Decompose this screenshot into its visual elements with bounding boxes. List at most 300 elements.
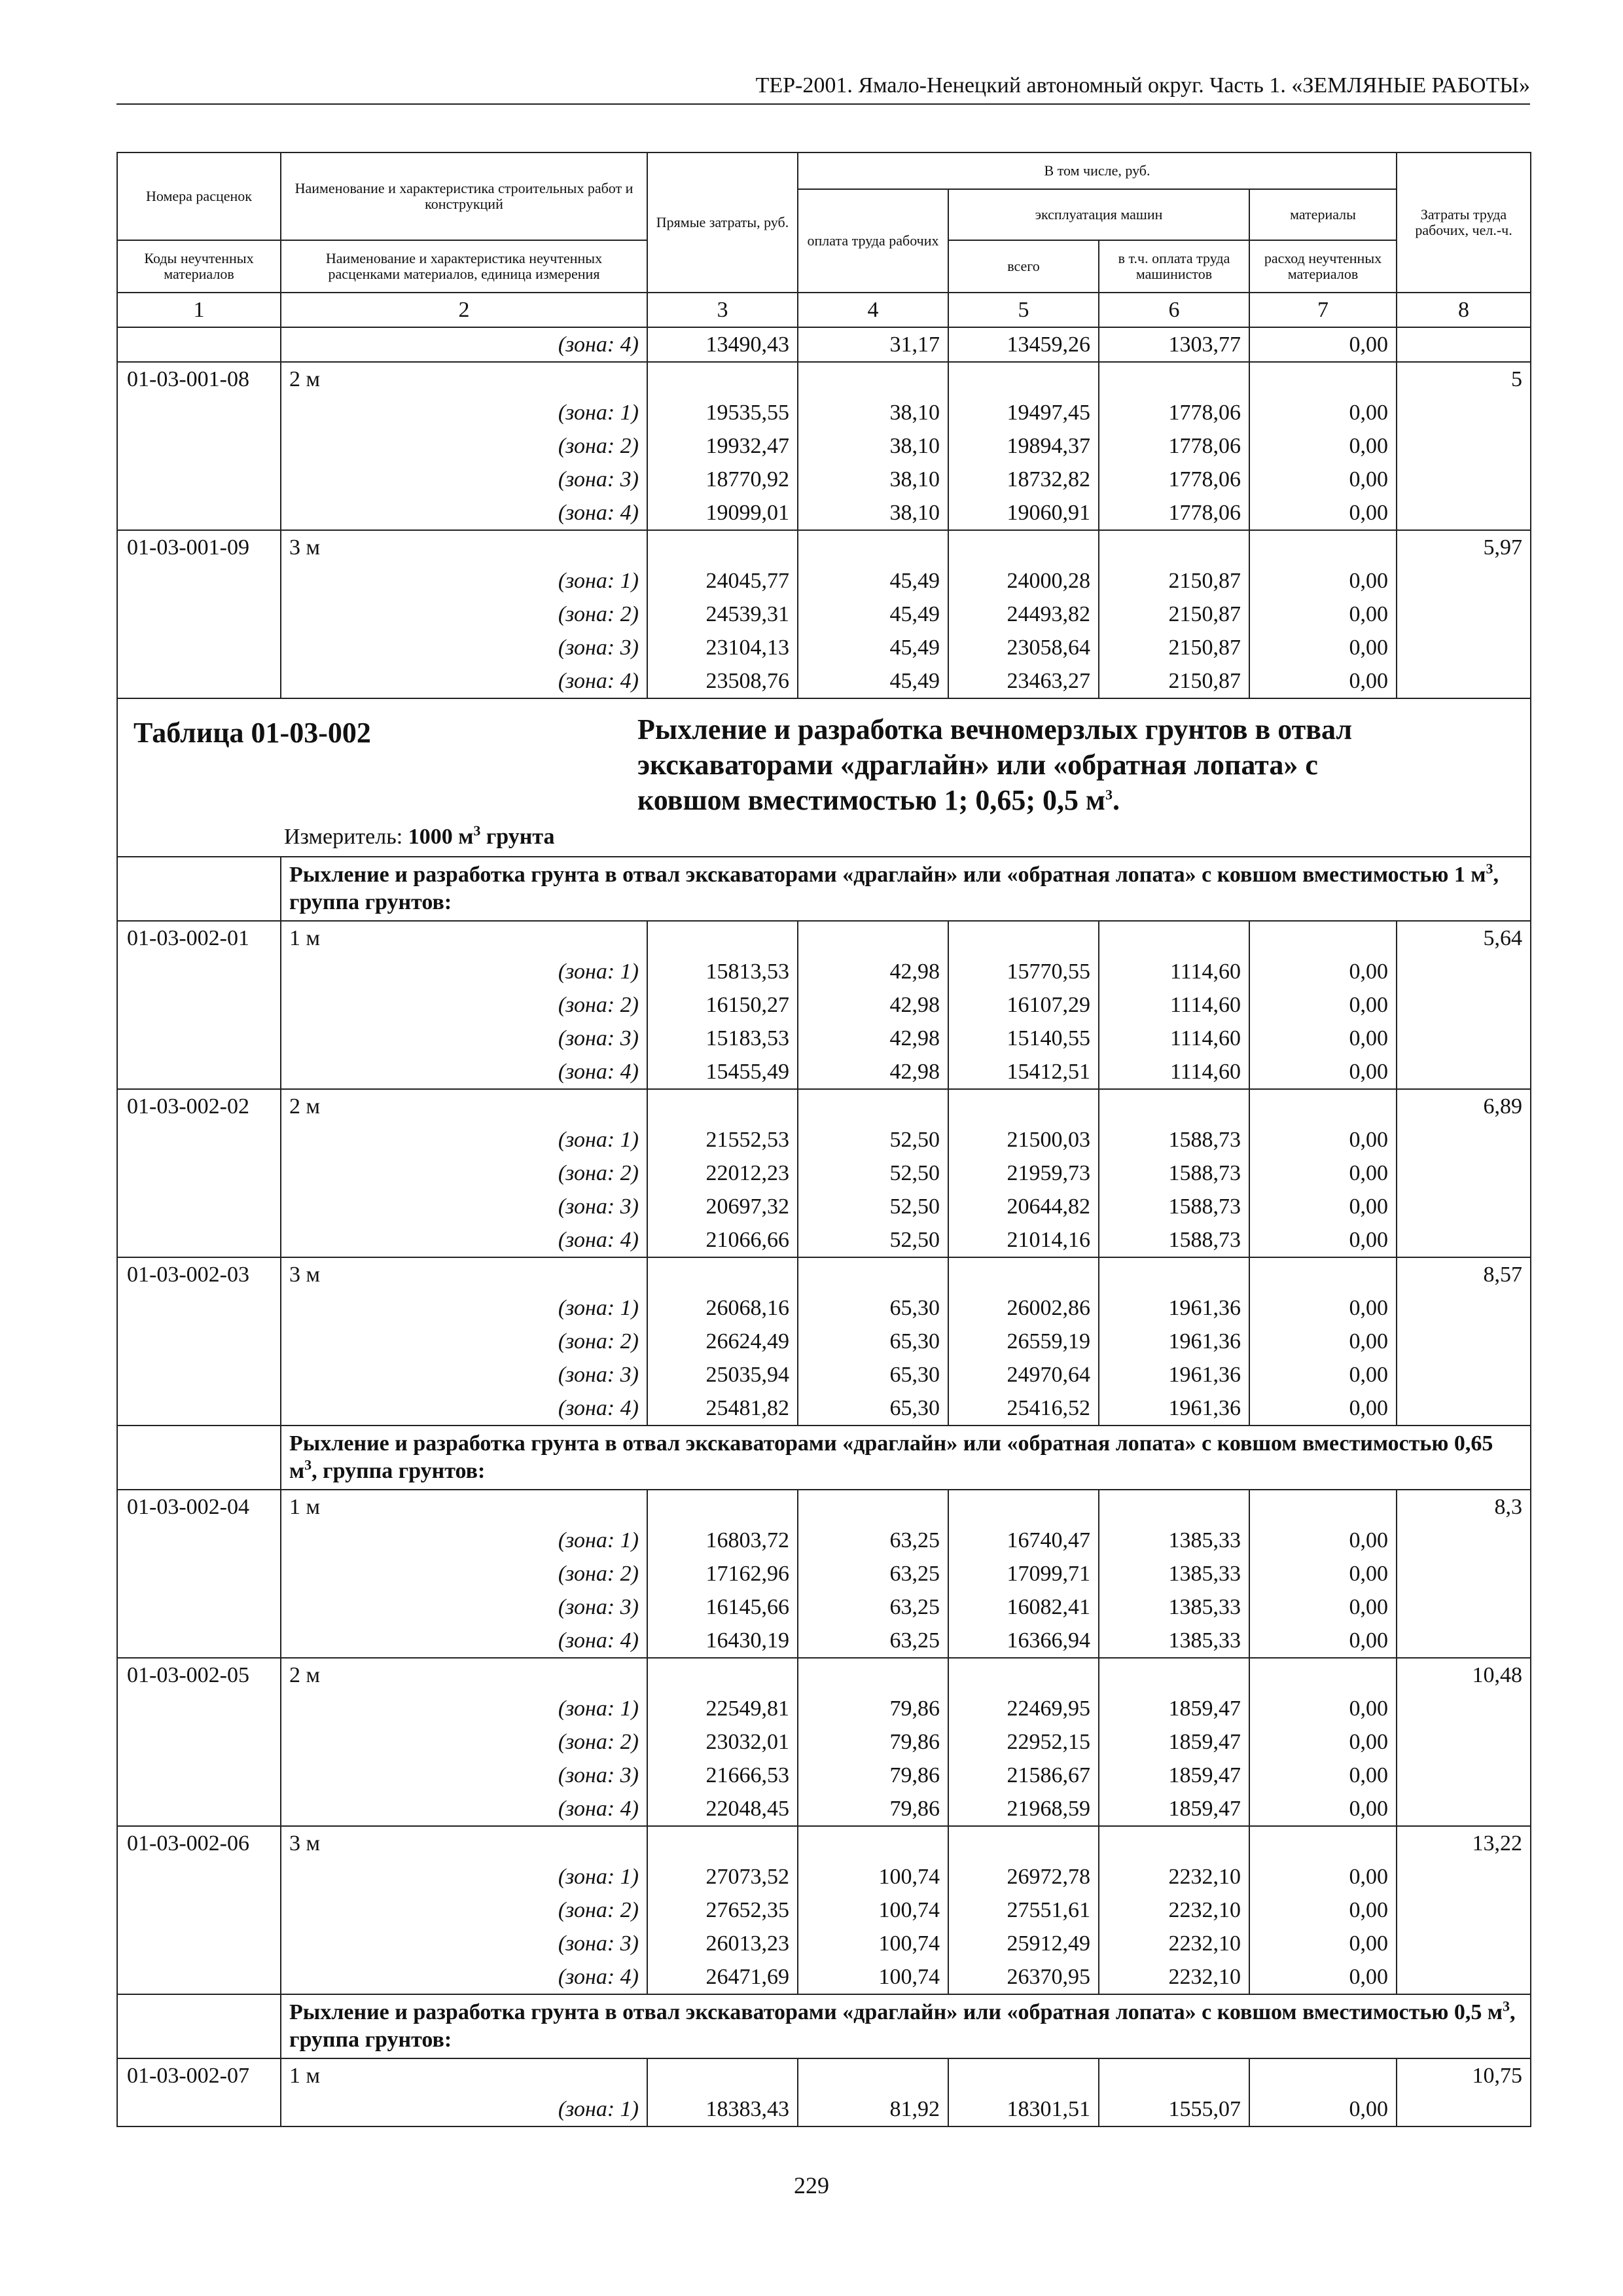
labor-pay: 45,49 (798, 598, 948, 631)
materials: 0,00 (1249, 1557, 1397, 1590)
materials: 0,00 (1249, 1325, 1397, 1358)
direct-costs: 21552,53 (647, 1123, 798, 1157)
empty-cell (948, 921, 1099, 955)
rate-code: 01-03-002-05 (117, 1658, 281, 1692)
group-heading-row (117, 857, 1531, 921)
zone-row (117, 1759, 1531, 1792)
rate-name: 2 м (281, 362, 647, 396)
machines-total: 24000,28 (948, 564, 1099, 598)
zone-row (117, 1960, 1531, 1994)
rate-name: 3 м (281, 1826, 647, 1860)
direct-costs: 19099,01 (647, 496, 798, 530)
machine-operators-pay: 1385,33 (1099, 1590, 1249, 1624)
rate-row (117, 1826, 1531, 1860)
materials: 0,00 (1249, 1692, 1397, 1725)
header-machine-operation: эксплуатация машин (948, 189, 1249, 240)
table-number: Таблица 01-03-002 (134, 717, 371, 749)
empty-cell (1099, 1658, 1249, 1692)
rate-row (117, 2058, 1531, 2092)
empty-cell (117, 1426, 281, 1490)
empty-cell (1397, 496, 1531, 530)
zone-row (117, 988, 1531, 1022)
empty-cell (647, 1490, 798, 1524)
header-work-name: Наименование и характеристика строительных работ и конструкций (281, 152, 647, 240)
empty-cell (1397, 2092, 1531, 2126)
group-heading (281, 1426, 1531, 1490)
empty-cell (117, 1391, 281, 1426)
machines-total: 21014,16 (948, 1223, 1099, 1257)
measure-sup: 3 (473, 822, 481, 839)
zone-row (117, 1624, 1531, 1658)
empty-cell (1397, 1759, 1531, 1792)
zone-label: (зона: 1) (281, 1860, 647, 1893)
rate-name: 3 м (281, 530, 647, 564)
group-heading-row (117, 1426, 1531, 1490)
machine-operators-pay: 1114,60 (1099, 1022, 1249, 1055)
machines-total: 19497,45 (948, 396, 1099, 429)
machines-total: 24970,64 (948, 1358, 1099, 1391)
running-header: ТЕР-2001. Ямало-Ненецкий автономный округ. Часть 1. «ЗЕМЛЯНЫЕ РАБОТЫ» (116, 73, 1530, 105)
empty-cell (117, 1358, 281, 1391)
group-heading-end: , группа грунтов: (289, 863, 1499, 914)
zone-label: (зона: 3) (281, 1590, 647, 1624)
group-heading-row (117, 1994, 1531, 2058)
labor-pay: 38,10 (798, 429, 948, 463)
empty-cell (798, 1257, 948, 1291)
machine-operators-pay: 2150,87 (1099, 564, 1249, 598)
materials: 0,00 (1249, 564, 1397, 598)
materials: 0,00 (1249, 598, 1397, 631)
materials: 0,00 (1249, 1792, 1397, 1826)
machines-total: 21586,67 (948, 1759, 1099, 1792)
materials: 0,00 (1249, 988, 1397, 1022)
empty-cell (647, 2058, 798, 2092)
zone-label: (зона: 2) (281, 598, 647, 631)
machines-total: 26972,78 (948, 1860, 1099, 1893)
direct-costs: 23508,76 (647, 664, 798, 698)
measure-unit (284, 822, 1514, 850)
empty-cell (647, 921, 798, 955)
empty-cell (948, 530, 1099, 564)
materials: 0,00 (1249, 1157, 1397, 1190)
machines-total: 13459,26 (948, 327, 1099, 362)
direct-costs: 15183,53 (647, 1022, 798, 1055)
empty-cell (117, 429, 281, 463)
table-title (637, 712, 1423, 818)
rate-name: 1 м (281, 1490, 647, 1524)
direct-costs: 16803,72 (647, 1524, 798, 1557)
empty-cell (1249, 2058, 1397, 2092)
measure-suffix: грунта (480, 825, 555, 849)
zone-row (117, 631, 1531, 664)
zone-row (117, 1223, 1531, 1257)
materials: 0,00 (1249, 1223, 1397, 1257)
direct-costs: 22012,23 (647, 1157, 798, 1190)
zone-label: (зона: 3) (281, 463, 647, 496)
labor-pay: 42,98 (798, 1055, 948, 1089)
zone-row (117, 1022, 1531, 1055)
zone-row (117, 1692, 1531, 1725)
rate-code: 01-03-002-03 (117, 1257, 281, 1291)
rate-code: 01-03-001-08 (117, 362, 281, 396)
zone-row (117, 1725, 1531, 1759)
empty-cell (1099, 921, 1249, 955)
column-number: 2 (281, 293, 647, 327)
empty-cell (117, 1927, 281, 1960)
header-material-codes: Коды неучтенных материалов (117, 240, 281, 293)
zone-label: (зона: 1) (281, 955, 647, 988)
machine-operators-pay: 1385,33 (1099, 1524, 1249, 1557)
group-heading-text: Рыхление и разработка грунта в отвал экскаваторами «драглайн» или «обратная лопата» с ковшом вместимостью 0,65 м (289, 1431, 1493, 1483)
column-number: 4 (798, 293, 948, 327)
machine-operators-pay: 1778,06 (1099, 429, 1249, 463)
labor-pay: 63,25 (798, 1624, 948, 1658)
empty-cell (647, 362, 798, 396)
rate-row (117, 1490, 1531, 1524)
rate-name: 1 м (281, 2058, 647, 2092)
direct-costs: 22048,45 (647, 1792, 798, 1826)
direct-costs: 22549,81 (647, 1692, 798, 1725)
rate-name: 2 м (281, 1658, 647, 1692)
machines-total: 19060,91 (948, 496, 1099, 530)
zone-row (117, 1927, 1531, 1960)
empty-cell (1397, 1358, 1531, 1391)
zone-label: (зона: 4) (281, 1223, 647, 1257)
labor-pay: 63,25 (798, 1557, 948, 1590)
labor-hours: 8,57 (1397, 1257, 1531, 1291)
labor-pay: 79,86 (798, 1692, 948, 1725)
empty-cell (948, 362, 1099, 396)
machine-operators-pay: 1385,33 (1099, 1557, 1249, 1590)
materials: 0,00 (1249, 1022, 1397, 1055)
machines-total: 19894,37 (948, 429, 1099, 463)
materials: 0,00 (1249, 1590, 1397, 1624)
zone-label: (зона: 3) (281, 1022, 647, 1055)
direct-costs: 21666,53 (647, 1759, 798, 1792)
empty-cell (1397, 1927, 1531, 1960)
zone-row (117, 327, 1531, 362)
labor-pay: 100,74 (798, 1960, 948, 1994)
materials: 0,00 (1249, 429, 1397, 463)
materials: 0,00 (1249, 327, 1397, 362)
empty-cell (117, 1055, 281, 1089)
header-including: В том числе, руб. (798, 152, 1397, 189)
machines-total: 24493,82 (948, 598, 1099, 631)
zone-row (117, 1055, 1531, 1089)
zone-label: (зона: 4) (281, 1391, 647, 1426)
empty-cell (647, 1089, 798, 1123)
zone-row (117, 396, 1531, 429)
zone-label: (зона: 2) (281, 988, 647, 1022)
zone-label: (зона: 3) (281, 1927, 647, 1960)
empty-cell (117, 1960, 281, 1994)
column-number: 5 (948, 293, 1099, 327)
empty-cell (117, 988, 281, 1022)
materials: 0,00 (1249, 1358, 1397, 1391)
direct-costs: 27652,35 (647, 1893, 798, 1927)
empty-cell (117, 1792, 281, 1826)
machine-operators-pay: 1859,47 (1099, 1759, 1249, 1792)
empty-cell (1099, 1257, 1249, 1291)
machine-operators-pay: 1961,36 (1099, 1291, 1249, 1325)
labor-hours: 10,48 (1397, 1658, 1531, 1692)
labor-pay: 52,50 (798, 1223, 948, 1257)
machine-operators-pay: 1961,36 (1099, 1358, 1249, 1391)
rate-row (117, 1257, 1531, 1291)
empty-cell (948, 1826, 1099, 1860)
rate-row (117, 921, 1531, 955)
empty-cell (117, 1291, 281, 1325)
materials: 0,00 (1249, 1524, 1397, 1557)
empty-cell (1397, 1223, 1531, 1257)
empty-cell (1397, 1123, 1531, 1157)
zone-label: (зона: 3) (281, 1190, 647, 1223)
machines-total: 27551,61 (948, 1893, 1099, 1927)
rate-name: 1 м (281, 921, 647, 955)
labor-pay: 45,49 (798, 631, 948, 664)
labor-pay: 79,86 (798, 1725, 948, 1759)
group-heading-sup: 3 (1486, 860, 1493, 877)
group-heading-text: Рыхление и разработка грунта в отвал экскаваторами «драглайн» или «обратная лопата» с ковшом вместимостью 0,5 м (289, 2000, 1503, 2024)
empty-cell (798, 530, 948, 564)
empty-cell (1397, 1792, 1531, 1826)
direct-costs: 13490,43 (647, 327, 798, 362)
labor-hours: 5,97 (1397, 530, 1531, 564)
labor-pay: 38,10 (798, 496, 948, 530)
direct-costs: 21066,66 (647, 1223, 798, 1257)
empty-cell (117, 1624, 281, 1658)
labor-pay: 65,30 (798, 1325, 948, 1358)
machine-operators-pay: 1778,06 (1099, 496, 1249, 530)
labor-hours: 5,64 (1397, 921, 1531, 955)
zone-row (117, 496, 1531, 530)
machine-operators-pay: 1588,73 (1099, 1190, 1249, 1223)
direct-costs: 26471,69 (647, 1960, 798, 1994)
machines-total: 15412,51 (948, 1055, 1099, 1089)
empty-cell (117, 1325, 281, 1358)
empty-cell (117, 857, 281, 921)
zone-row (117, 1524, 1531, 1557)
zone-label: (зона: 4) (281, 1624, 647, 1658)
machines-total: 25416,52 (948, 1391, 1099, 1426)
empty-cell (117, 1223, 281, 1257)
machine-operators-pay: 2150,87 (1099, 598, 1249, 631)
labor-pay: 100,74 (798, 1893, 948, 1927)
empty-cell (117, 1860, 281, 1893)
zone-label: (зона: 4) (281, 1792, 647, 1826)
table-body (117, 327, 1531, 2126)
machines-total: 26002,86 (948, 1291, 1099, 1325)
empty-cell (117, 631, 281, 664)
empty-cell (117, 1157, 281, 1190)
labor-pay: 42,98 (798, 1022, 948, 1055)
empty-cell (1249, 1658, 1397, 1692)
materials: 0,00 (1249, 2092, 1397, 2126)
column-number: 8 (1397, 293, 1531, 327)
materials: 0,00 (1249, 496, 1397, 530)
empty-cell (1397, 988, 1531, 1022)
rate-code: 01-03-002-04 (117, 1490, 281, 1524)
empty-cell (117, 1590, 281, 1624)
machine-operators-pay: 1114,60 (1099, 988, 1249, 1022)
empty-cell (1099, 1490, 1249, 1524)
table-title-row (117, 698, 1531, 857)
empty-cell (117, 1524, 281, 1557)
empty-cell (647, 530, 798, 564)
materials: 0,00 (1249, 1624, 1397, 1658)
empty-cell (117, 2092, 281, 2126)
empty-cell (1397, 463, 1531, 496)
empty-cell (1397, 1590, 1531, 1624)
column-number: 1 (117, 293, 281, 327)
machines-total: 23058,64 (948, 631, 1099, 664)
empty-cell (1397, 1692, 1531, 1725)
direct-costs: 17162,96 (647, 1557, 798, 1590)
labor-hours: 13,22 (1397, 1826, 1531, 1860)
direct-costs: 26624,49 (647, 1325, 798, 1358)
machine-operators-pay: 1778,06 (1099, 396, 1249, 429)
labor-hours: 10,75 (1397, 2058, 1531, 2092)
materials: 0,00 (1249, 396, 1397, 429)
labor-pay: 42,98 (798, 988, 948, 1022)
zone-label: (зона: 2) (281, 1157, 647, 1190)
labor-pay: 65,30 (798, 1391, 948, 1426)
zone-row (117, 463, 1531, 496)
machine-operators-pay: 2232,10 (1099, 1927, 1249, 1960)
empty-cell (1397, 1524, 1531, 1557)
machine-operators-pay: 1859,47 (1099, 1692, 1249, 1725)
zone-row (117, 1190, 1531, 1223)
direct-costs: 15813,53 (647, 955, 798, 988)
empty-cell (1397, 631, 1531, 664)
materials: 0,00 (1249, 631, 1397, 664)
header-materials-usage: расход неучтенных материалов (1249, 240, 1397, 293)
direct-costs: 25481,82 (647, 1391, 798, 1426)
header-materials: материалы (1249, 189, 1397, 240)
materials: 0,00 (1249, 1860, 1397, 1893)
empty-cell (1249, 1257, 1397, 1291)
machines-total: 17099,71 (948, 1557, 1099, 1590)
direct-costs: 16150,27 (647, 988, 798, 1022)
zone-label: (зона: 3) (281, 631, 647, 664)
machines-total: 26370,95 (948, 1960, 1099, 1994)
labor-pay: 52,50 (798, 1157, 948, 1190)
empty-cell (117, 1557, 281, 1590)
empty-cell (117, 955, 281, 988)
zone-label: (зона: 4) (281, 1055, 647, 1089)
empty-cell (1249, 530, 1397, 564)
machines-total: 20644,82 (948, 1190, 1099, 1223)
zone-row (117, 1391, 1531, 1426)
zone-row (117, 664, 1531, 698)
zone-label: (зона: 1) (281, 1123, 647, 1157)
zone-label: (зона: 2) (281, 429, 647, 463)
empty-cell (1099, 530, 1249, 564)
materials: 0,00 (1249, 1291, 1397, 1325)
labor-pay: 63,25 (798, 1590, 948, 1624)
empty-cell (798, 1089, 948, 1123)
labor-hours: 6,89 (1397, 1089, 1531, 1123)
group-heading-end: , группа грунтов: (289, 2000, 1516, 2052)
empty-cell (647, 1658, 798, 1692)
empty-cell (1397, 1391, 1531, 1426)
table-title-block (117, 698, 1531, 857)
direct-costs: 23104,13 (647, 631, 798, 664)
rate-row (117, 1658, 1531, 1692)
empty-cell (798, 362, 948, 396)
labor-pay: 52,50 (798, 1190, 948, 1223)
column-number: 6 (1099, 293, 1249, 327)
machines-total: 18732,82 (948, 463, 1099, 496)
machines-total: 16082,41 (948, 1590, 1099, 1624)
machine-operators-pay: 2232,10 (1099, 1860, 1249, 1893)
machines-total: 22469,95 (948, 1692, 1099, 1725)
empty-cell (1397, 1291, 1531, 1325)
header-machine-operators: в т.ч. оплата труда машинистов (1099, 240, 1249, 293)
rate-row (117, 530, 1531, 564)
rate-name: 3 м (281, 1257, 647, 1291)
labor-pay: 45,49 (798, 664, 948, 698)
empty-cell (1397, 429, 1531, 463)
rate-row (117, 1089, 1531, 1123)
empty-cell (798, 2058, 948, 2092)
zone-row (117, 1123, 1531, 1157)
empty-cell (1249, 362, 1397, 396)
empty-cell (117, 463, 281, 496)
direct-costs: 19932,47 (647, 429, 798, 463)
empty-cell (1249, 1826, 1397, 1860)
direct-costs: 27073,52 (647, 1860, 798, 1893)
empty-cell (798, 1826, 948, 1860)
empty-cell (117, 1190, 281, 1223)
empty-cell (1397, 564, 1531, 598)
empty-cell (1099, 2058, 1249, 2092)
labor-hours: 5 (1397, 362, 1531, 396)
header-material-names: Наименование и характеристика неучтенных расценками материалов, единица измерения (281, 240, 647, 293)
zone-row (117, 1157, 1531, 1190)
table-title-text: Рыхление и разработка вечномерзлых грунтов в отвал экскаваторами «драглайн» или «обратная лопата» с ковшом вместимостью 1; 0,65; 0,5 м (637, 713, 1353, 816)
zone-label: (зона: 1) (281, 1692, 647, 1725)
empty-cell (1397, 1022, 1531, 1055)
direct-costs: 20697,32 (647, 1190, 798, 1223)
zone-label: (зона: 1) (281, 2092, 647, 2126)
direct-costs: 24045,77 (647, 564, 798, 598)
machines-total: 21959,73 (948, 1157, 1099, 1190)
machines-total: 16107,29 (948, 988, 1099, 1022)
empty-cell (1249, 1490, 1397, 1524)
rate-row (117, 362, 1531, 396)
machine-operators-pay: 2232,10 (1099, 1960, 1249, 1994)
group-heading (281, 857, 1531, 921)
zone-label: (зона: 4) (281, 327, 647, 362)
empty-cell (1397, 1860, 1531, 1893)
direct-costs: 19535,55 (647, 396, 798, 429)
empty-cell (1397, 598, 1531, 631)
header-machines-total: всего (948, 240, 1099, 293)
zone-row (117, 1325, 1531, 1358)
materials: 0,00 (1249, 1190, 1397, 1223)
materials: 0,00 (1249, 955, 1397, 988)
zone-label: (зона: 4) (281, 496, 647, 530)
machine-operators-pay: 1385,33 (1099, 1624, 1249, 1658)
zone-row (117, 1860, 1531, 1893)
zone-label: (зона: 3) (281, 1358, 647, 1391)
materials: 0,00 (1249, 1725, 1397, 1759)
empty-cell (1249, 921, 1397, 955)
machine-operators-pay: 1588,73 (1099, 1223, 1249, 1257)
empty-cell (647, 1826, 798, 1860)
empty-cell (1397, 1725, 1531, 1759)
